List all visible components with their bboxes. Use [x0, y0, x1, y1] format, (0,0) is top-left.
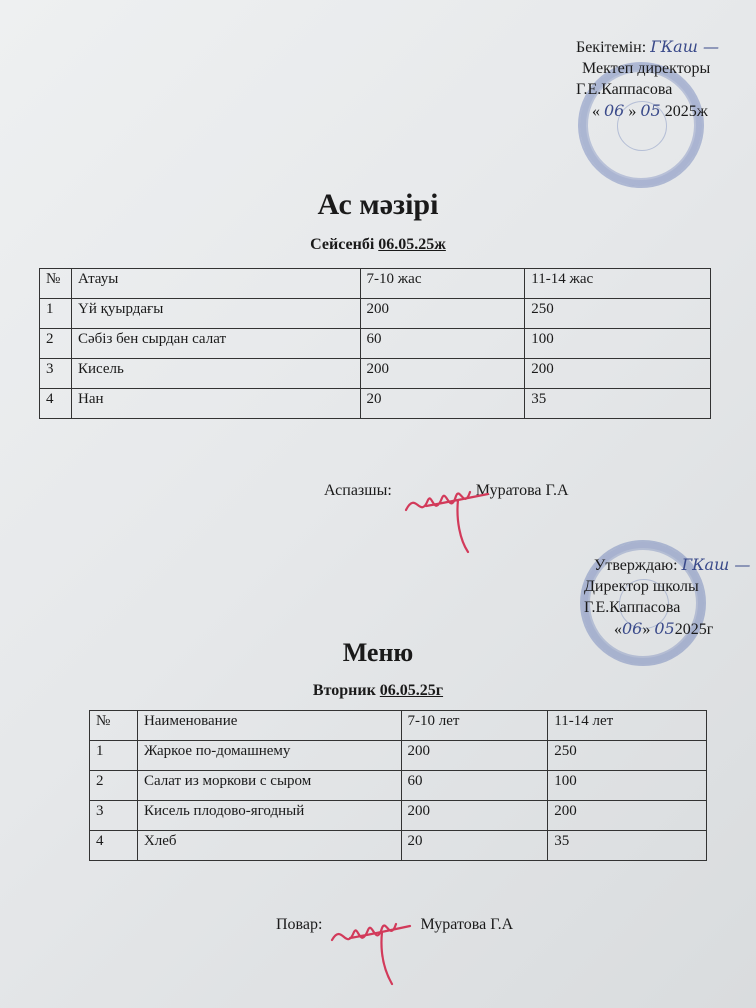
cook-label: Аспазшы:	[324, 482, 392, 499]
table-header-row	[40, 269, 711, 299]
table-cell: 200	[401, 741, 548, 771]
table-header-row	[90, 711, 707, 741]
table-cell: 200	[525, 359, 711, 389]
table-cell: 1	[40, 299, 72, 329]
table-cell: Жаркое по-домашнему	[137, 741, 401, 771]
menu-date-ru	[0, 682, 756, 700]
table-cell: 60	[360, 329, 525, 359]
day-label: Сейсенбі	[310, 236, 375, 253]
table-row	[90, 771, 707, 801]
table-cell: Кисель	[71, 359, 360, 389]
table-cell: 250	[548, 741, 707, 771]
table-cell: 200	[401, 801, 548, 831]
header-cell: 7-10 жас	[360, 269, 525, 299]
table-row	[90, 741, 707, 771]
table-cell: 1	[90, 741, 138, 771]
table-row	[40, 299, 711, 329]
menu-date-kz	[0, 236, 756, 254]
table-cell: 20	[401, 831, 548, 861]
director-position: Мектеп директоры	[582, 60, 711, 77]
table-cell: Кисель плодово-ягодный	[137, 801, 401, 831]
header-cell: 11-14 лет	[548, 711, 707, 741]
date-label: 06.05.25г	[379, 682, 444, 699]
director-name: Г.Е.Каппасова	[576, 81, 673, 98]
table-cell: 200	[548, 801, 707, 831]
menu-table-ru	[89, 710, 707, 861]
table-cell: Салат из моркови с сыром	[137, 771, 401, 801]
table-cell: 35	[525, 389, 711, 419]
table-cell: 200	[360, 359, 525, 389]
table-cell: 3	[40, 359, 72, 389]
header-cell: Атауы	[71, 269, 360, 299]
header-cell: 11-14 жас	[525, 269, 711, 299]
director-signature: ГКаш —	[650, 37, 719, 56]
cook-signature-ru	[326, 900, 416, 990]
table-cell: 100	[525, 329, 711, 359]
header-cell: Наименование	[137, 711, 401, 741]
table-cell: 2	[40, 329, 72, 359]
menu-table-kz	[39, 268, 711, 419]
table-cell: 100	[548, 771, 707, 801]
cook-label: Повар:	[276, 916, 323, 933]
approval-block-kz	[576, 36, 719, 122]
approval-block-ru	[584, 554, 750, 640]
table-row	[90, 831, 707, 861]
approval-date: « 06 » 05 2025ж	[592, 101, 708, 120]
director-position: Директор школы	[584, 578, 699, 595]
page-title-ru: Меню	[342, 638, 414, 667]
cook-signature-kz	[398, 470, 498, 560]
table-cell: 250	[525, 299, 711, 329]
cook-name: Муратова Г.А	[475, 482, 569, 499]
table-cell: 2	[90, 771, 138, 801]
table-cell: 3	[90, 801, 138, 831]
header-cell: №	[90, 711, 138, 741]
table-row	[40, 329, 711, 359]
date-label: 06.05.25ж	[378, 236, 446, 253]
page-title-kz: Ас мәзірі	[317, 188, 439, 221]
table-row	[90, 801, 707, 831]
table-cell: Нан	[71, 389, 360, 419]
table-cell: 60	[401, 771, 548, 801]
table-row	[40, 389, 711, 419]
table-cell: Үй қуырдағы	[71, 299, 360, 329]
table-cell: 4	[40, 389, 72, 419]
director-signature: ГКаш —	[681, 555, 751, 574]
table-cell: 20	[360, 389, 525, 419]
table-cell: 35	[548, 831, 707, 861]
header-cell: №	[40, 269, 72, 299]
day-label: Вторник	[312, 682, 376, 699]
header-cell: 7-10 лет	[401, 711, 548, 741]
table-cell: Сәбіз бен сырдан салат	[71, 329, 360, 359]
approval-date: «06» 052025г	[614, 619, 714, 638]
director-name: Г.Е.Каппасова	[584, 599, 681, 616]
table-row	[40, 359, 711, 389]
table-cell: Хлеб	[137, 831, 401, 861]
table-cell: 4	[90, 831, 138, 861]
approval-label: Утверждаю:	[594, 557, 678, 574]
approval-label: Бекітемін:	[576, 39, 647, 56]
cook-name: Муратова Г.А	[420, 916, 514, 933]
table-cell: 200	[360, 299, 525, 329]
